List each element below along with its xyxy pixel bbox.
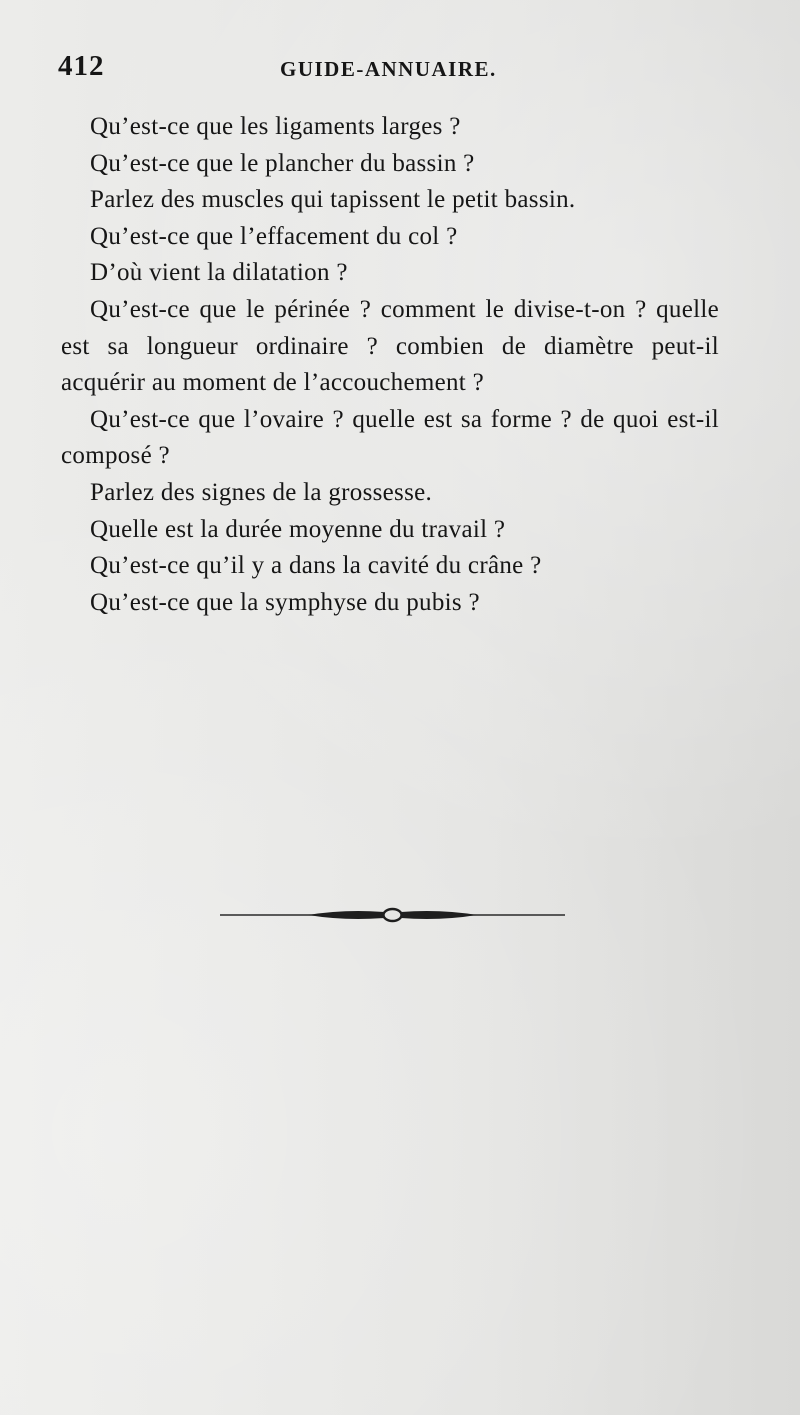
- ornamental-rule: [220, 902, 565, 928]
- running-head: [58, 50, 758, 90]
- question-paragraph: Quelle est la durée moyenne du travail ?: [90, 515, 506, 543]
- question-paragraph: Qu’est-ce que le périnée ? comment le divise-t-on ? quelle est sa longueur ordinaire ? combien de diamètre peut-il acquérir au moment de l’accouchement ?: [61, 295, 719, 397]
- question-paragraph: D’où vient la dilatation ?: [90, 259, 348, 287]
- question-list: [61, 109, 719, 621]
- page-number: 412: [58, 50, 105, 82]
- question-paragraph: Qu’est-ce que les ligaments larges ?: [90, 113, 461, 140]
- question-paragraph: Qu’est-ce que le plancher du bassin ?: [90, 149, 475, 177]
- question-paragraph: Parlez des signes de la grossesse.: [90, 478, 433, 506]
- question-paragraph: Parlez des muscles qui tapissent le petit bassin.: [90, 186, 576, 214]
- question-paragraph: Qu’est-ce que l’ovaire ? quelle est sa forme ? de quoi est-il composé ?: [61, 405, 719, 470]
- question-paragraph: Qu’est-ce que l’effacement du col ?: [90, 222, 458, 250]
- question-paragraph: Qu’est-ce qu’il y a dans la cavité du crâne ?: [90, 552, 542, 580]
- question-paragraph: Qu’est-ce que la symphyse du pubis ?: [90, 588, 480, 616]
- running-title: GUIDE-ANNUAIRE.: [280, 57, 497, 81]
